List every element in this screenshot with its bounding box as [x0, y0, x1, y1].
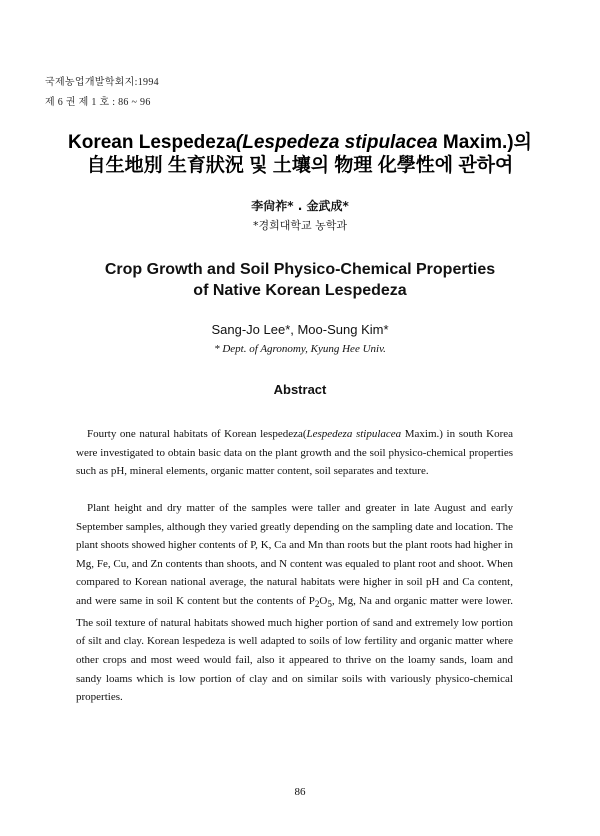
abstract-p1-post: Maxim.) in south Korea were investigated to obtain basic data on the plant growth and the soil physico-chemical properties such as pH, mineral elements, organic matter content, soil separates and texture.	[76, 428, 514, 478]
abstract-p1-pre: Fourty one natural habitats of Korean lespedeza(	[87, 428, 307, 440]
english-title-line-1: Crop Growth and Soil Physico-Chemical Properties	[104, 261, 496, 278]
abstract-p2-pre: Plant height and dry matter of the samples were taller and greater in late August and early September samples, although they varied greatly depending on the sampling date and location. The plant shoots showed higher contents of P, K, Ca and Mn than roots but the plant roots had higher in Mg, Fe, Cu, and Zn contents than shoots, and N content was equaled to plant root and shoot. When compared to Korean national average, the natural habitats were higher in soil pH and Ca content, and were same in soil K content but the contents of P	[76, 502, 513, 607]
korean-title-post: Maxim.)의	[437, 132, 532, 153]
abstract-paragraph-1	[76, 425, 513, 481]
abstract-p2-sub-2: 5	[327, 599, 332, 610]
english-authors: Sang-Jo Lee*, Moo-Sung Kim*	[211, 322, 389, 337]
abstract-heading: Abstract	[273, 382, 327, 397]
journal-name-line: 국제농업개발학회지:1994	[45, 77, 159, 88]
abstract-p2-post: , Mg, Na and organic matter were lower. The soil texture of natural habitats showed much higher portion of sand and extremely low portion of silt and clay. Korean lespedeza is well adapted to soils of low fertility and organic matter where other crops and most weed would fail, also it appeared to thrive on the loamy sands, loam and sandy loams which is low portion of clay and on similar soils with variously physico-chemical properties.	[76, 594, 513, 704]
korean-title-species: (Lespedeza stipulacea	[235, 132, 438, 153]
journal-volume-line: 제 6 권 제 1 호 : 86 ~ 96	[45, 97, 151, 108]
korean-title-pre: Korean Lespedeza	[68, 132, 236, 153]
abstract-p2-mid: O	[319, 594, 328, 607]
english-affiliation: * Dept. of Agronomy, Kyung Hee Univ.	[214, 343, 386, 355]
korean-authors: 李尙祚* . 金武成*	[251, 199, 349, 213]
abstract-p2-sub-1: 2	[314, 599, 320, 610]
korean-title-line-2: 自生地別 生育狀況 및 土壤의 物理 化學性에 관하여	[86, 155, 514, 176]
abstract-paragraph-2	[76, 499, 513, 707]
korean-affiliation: *경희대학교 농학과	[252, 219, 347, 232]
page-number: 86	[294, 786, 306, 798]
abstract-p1-species: Lespedeza stipulacea	[306, 428, 402, 440]
english-title-line-2: of Native Korean Lespedeza	[193, 282, 407, 299]
